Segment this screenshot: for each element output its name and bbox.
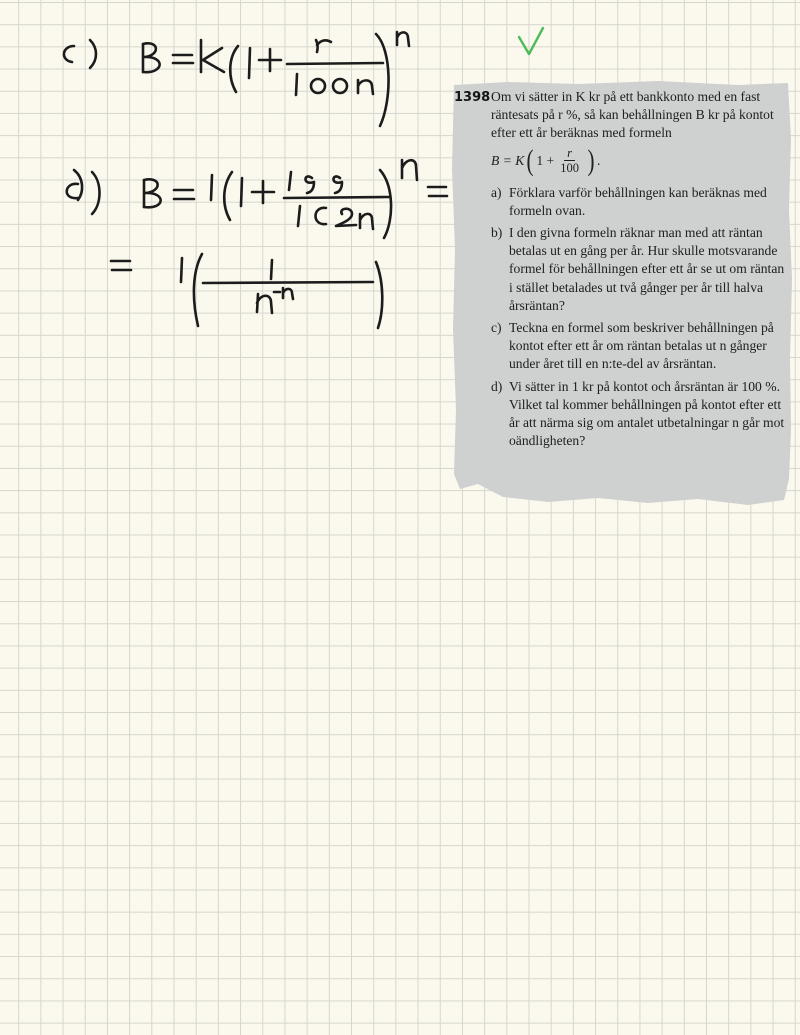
- problem-intro: Om vi sätter in K kr på ett bankkonto med en fast räntesats på r %, så kan behållningen B kr på kontot efter ett år beräknas med formeln: [491, 89, 774, 141]
- part-text: Förklara varför behållningen kan beräknas med formeln ovan.: [509, 184, 767, 218]
- formula-lhs: B = K: [491, 152, 525, 168]
- part-item: [491, 378, 788, 451]
- part-text: Vi sätter in 1 kr på kontot och årsräntan är 100 %. Vilket tal kommer behållningen på kontot efter ett år att närma sig om antalet utbetalningar n går mot oändligheten?: [509, 378, 785, 449]
- formula-open-paren: (: [526, 143, 534, 177]
- problem-number: 1398: [454, 90, 491, 105]
- part-label: c): [491, 320, 502, 336]
- formula-inner: 1 +: [536, 152, 555, 168]
- problem-formula: [454, 144, 788, 178]
- green-checkmark-icon: [519, 28, 543, 54]
- formula-close-paren: ): [587, 143, 595, 177]
- part-item: [491, 184, 788, 220]
- formula-numerator: r: [564, 146, 575, 161]
- part-item: [491, 319, 788, 374]
- part-text: I den givna formeln räknar man med att räntan betalas ut en gång per år. Hur skulle motsvarande formel för behållningen efter ett år se ut om räntan i stället betalades ut två gånger per år till halva årsräntan?: [509, 225, 785, 313]
- handwritten-formula-d-continued: [111, 254, 382, 328]
- part-label: b): [491, 225, 503, 241]
- part-item: [491, 224, 788, 315]
- formula-fraction: [557, 146, 582, 175]
- part-text: Teckna en formel som beskriver behållningen på kontot efter ett år om räntan betalas ut n gånger under året till en n:te-del av årsräntan.: [509, 320, 774, 372]
- formula-end: .: [596, 152, 601, 168]
- textbook-clipping: [448, 79, 793, 507]
- part-label: a): [491, 184, 502, 200]
- handwritten-formula-c: [64, 32, 409, 126]
- part-label: d): [491, 378, 503, 394]
- problem-text: [454, 88, 788, 454]
- formula-denominator: 100: [560, 161, 579, 176]
- handwritten-formula-d: [67, 160, 447, 238]
- problem-parts: [454, 184, 788, 451]
